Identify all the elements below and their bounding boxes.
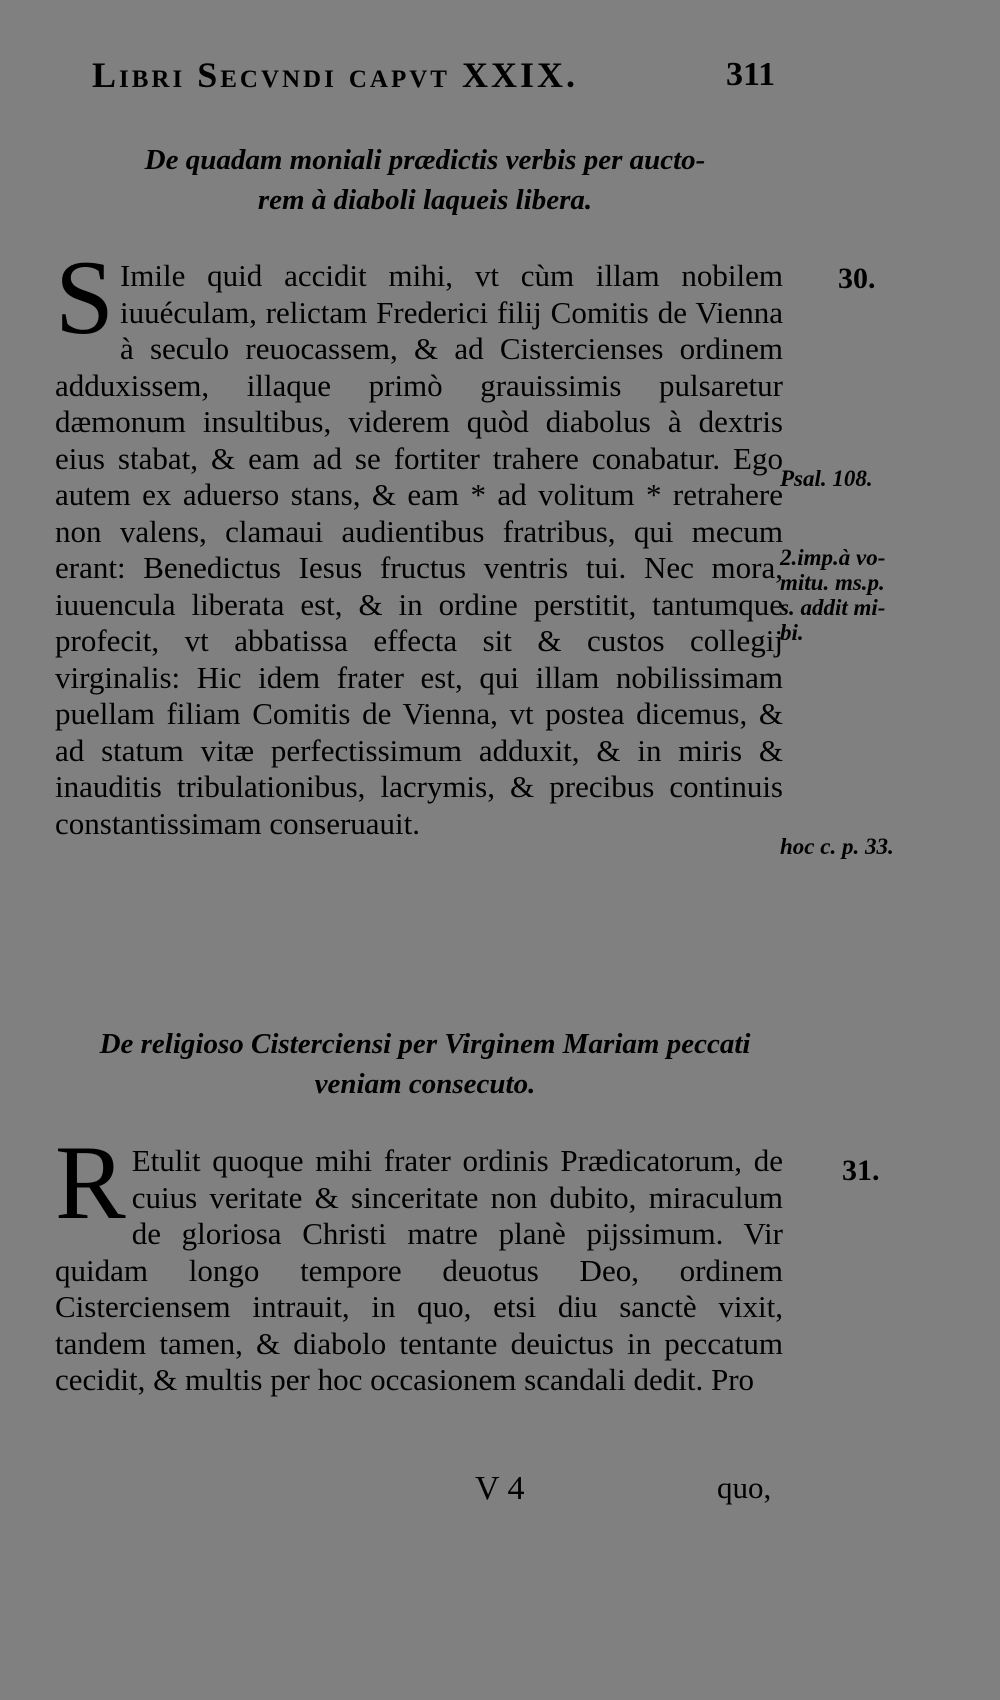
section-2-paragraph <box>55 1124 783 1399</box>
section-heading-1 <box>95 140 755 220</box>
margin-number-30: 30. <box>838 262 876 295</box>
section-1-body-text: Imile quid accidit mihi, vt cùm illam nobilem iuuéculam, relictam Frederici filij Comitis de Vienna à seculo reuocassem, & ad Cistercienses ordinem adduxissem, illaque primò grauissimis pulsaretur dæmonum insultibus, viderem quòd diabolus à dextris eius stabat, & eam ad se fortiter trahere conabatur. Ego autem ex aduerso stans, & eam * ad volitum * retrahere non valens, clamaui audientibus fratribus, qui mecum erant: Benedictus Iesus fructus ventris tui. Nec mora, iuuencula liberata est, & in ordine perstitit, tantumque profecit, vt abbatissa effecta sit & custos collegij virginalis: Hic idem frater est, qui illam nobilissimam puellam filiam Comitis de Vienna, vt postea dicemus, & ad statum vitæ perfectissimum adduxit, & in miris & inauditis tribulationibus, lacrymis, & precibus continuis constantissimam conseruauit. <box>55 258 783 841</box>
margin-note-variant-line3: s. addit mi- <box>780 595 886 620</box>
margin-note-variant <box>780 545 955 645</box>
margin-note-variant-line4: bi. <box>780 620 804 645</box>
section-heading-2-line1: De religioso Cisterciensi per Virginem Mariam peccati <box>99 1028 751 1060</box>
margin-note-reference: hoc c. p. 33. <box>780 834 894 859</box>
section-heading-2-line2: veniam consecuto. <box>314 1068 536 1100</box>
drop-cap-s: S <box>55 239 114 356</box>
signature-mark: V 4 <box>475 1470 525 1507</box>
section-2-body-text: Etulit quoque mihi frater ordinis Prædicatorum, de cuius veritate & sinceritate non dubito, miraculum de gloriosa Christi matre planè pijssimum. Vir quidam longo tempore deuotus Deo, ordinem Cisterciensem intrauit, in quo, etsi diu sanctè vixit, tandem tamen, & diabolo tentante deuictus in peccatum cecidit, & multis per hoc occasionem scandali dedit. Pro <box>55 1143 783 1397</box>
margin-note-variant-line2: mitu. ms.p. <box>780 570 885 595</box>
section-heading-1-line1: De quadam moniali prædictis verbis per aucto- <box>144 144 706 176</box>
catchword: quo, <box>717 1470 772 1505</box>
margin-number-31: 31. <box>842 1154 880 1187</box>
running-header-title: Libri Secvndi capvt XXIX. <box>92 55 578 95</box>
margin-note-psalm: Psal. 108. <box>780 466 873 491</box>
section-heading-1-line2: rem à diaboli laqueis libera. <box>257 184 593 216</box>
drop-cap-r: R <box>55 1124 126 1241</box>
page-number: 311 <box>726 56 776 93</box>
section-1-paragraph <box>55 239 783 842</box>
margin-note-variant-line1: 2.imp.à vo- <box>780 545 886 570</box>
section-heading-2 <box>55 1024 795 1104</box>
